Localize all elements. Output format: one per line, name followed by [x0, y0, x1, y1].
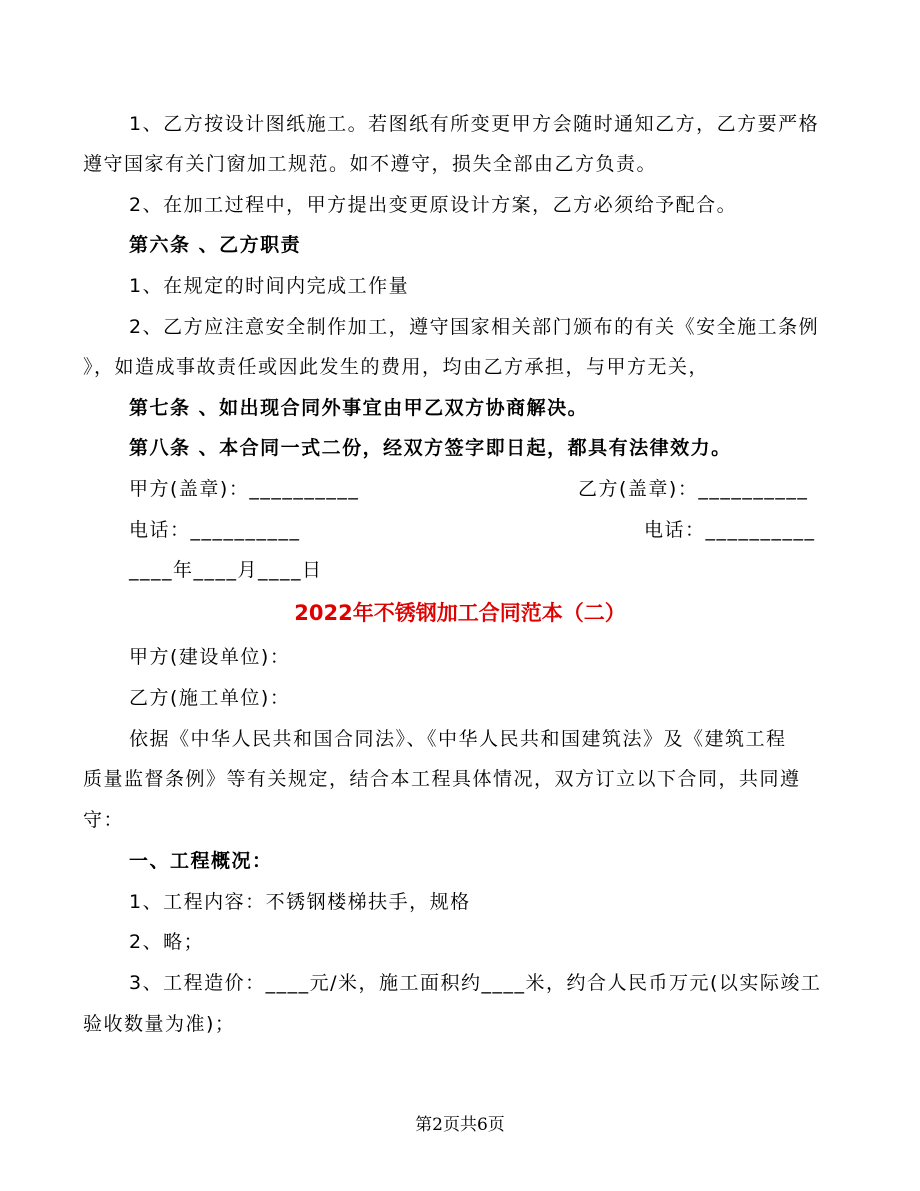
phone-party-b: 电话：__________	[644, 519, 816, 541]
page-number: 第2页共6页	[415, 1115, 505, 1135]
paragraph-line: 1、在规定的时间内完成工作量	[129, 275, 410, 297]
list-item: 3、工程造价：____元/米，施工面积约____米，约合人民币万元(以实际竣工	[129, 972, 822, 994]
paragraph-line: 1、乙方按设计图纸施工。若图纸有所变更甲方会随时通知乙方，乙方要严格	[129, 113, 820, 135]
article-heading: 第八条 、本合同一式二份，经双方签字即日起，都具有法律效力。	[129, 437, 732, 459]
document-title: 2022年不锈钢加工合同范本（二）	[294, 601, 626, 625]
paragraph-line: 依据《中华人民共和国合同法》、《中华人民共和国建筑法》及《建筑工程	[129, 728, 787, 750]
paragraph-line: 2、乙方应注意安全制作加工，遵守国家相关部门颁布的有关《安全施工条例	[129, 316, 820, 338]
paragraph-line: 》，如造成事故责任或因此发生的费用，均由乙方承担，与甲方无关，	[83, 356, 710, 378]
paragraph-line: 守：	[83, 809, 125, 831]
phone-party-a: 电话：__________	[129, 519, 301, 541]
paragraph-line: 质量监督条例》等有关规定，结合本工程具体情况，双方订立以下合同，共同遵	[83, 768, 801, 790]
paragraph-line: 2、在加工过程中，甲方提出变更原设计方案，乙方必须给予配合。	[129, 194, 738, 216]
signature-party-a: 甲方(盖章)：__________	[129, 478, 360, 500]
paragraph-line: 遵守国家有关门窗加工规范。如不遵守，损失全部由乙方负责。	[83, 153, 658, 175]
article-heading: 第六条 、乙方职责	[129, 234, 302, 256]
article-heading: 第七条 、如出现合同外事宜由甲乙双方协商解决。	[129, 397, 589, 419]
paragraph-line: 验收数量为准)；	[83, 1013, 236, 1035]
party-a-line: 甲方(建设单位)：	[129, 646, 291, 668]
list-item: 1、工程内容：不锈钢楼梯扶手，规格	[129, 891, 471, 913]
signature-party-b: 乙方(盖章)：__________	[578, 478, 809, 500]
date-line: ____年____月____日	[129, 559, 323, 581]
party-b-line: 乙方(施工单位)：	[129, 687, 291, 709]
list-item: 2、略；	[129, 931, 205, 953]
section-heading: 一、工程概况：	[129, 850, 273, 872]
